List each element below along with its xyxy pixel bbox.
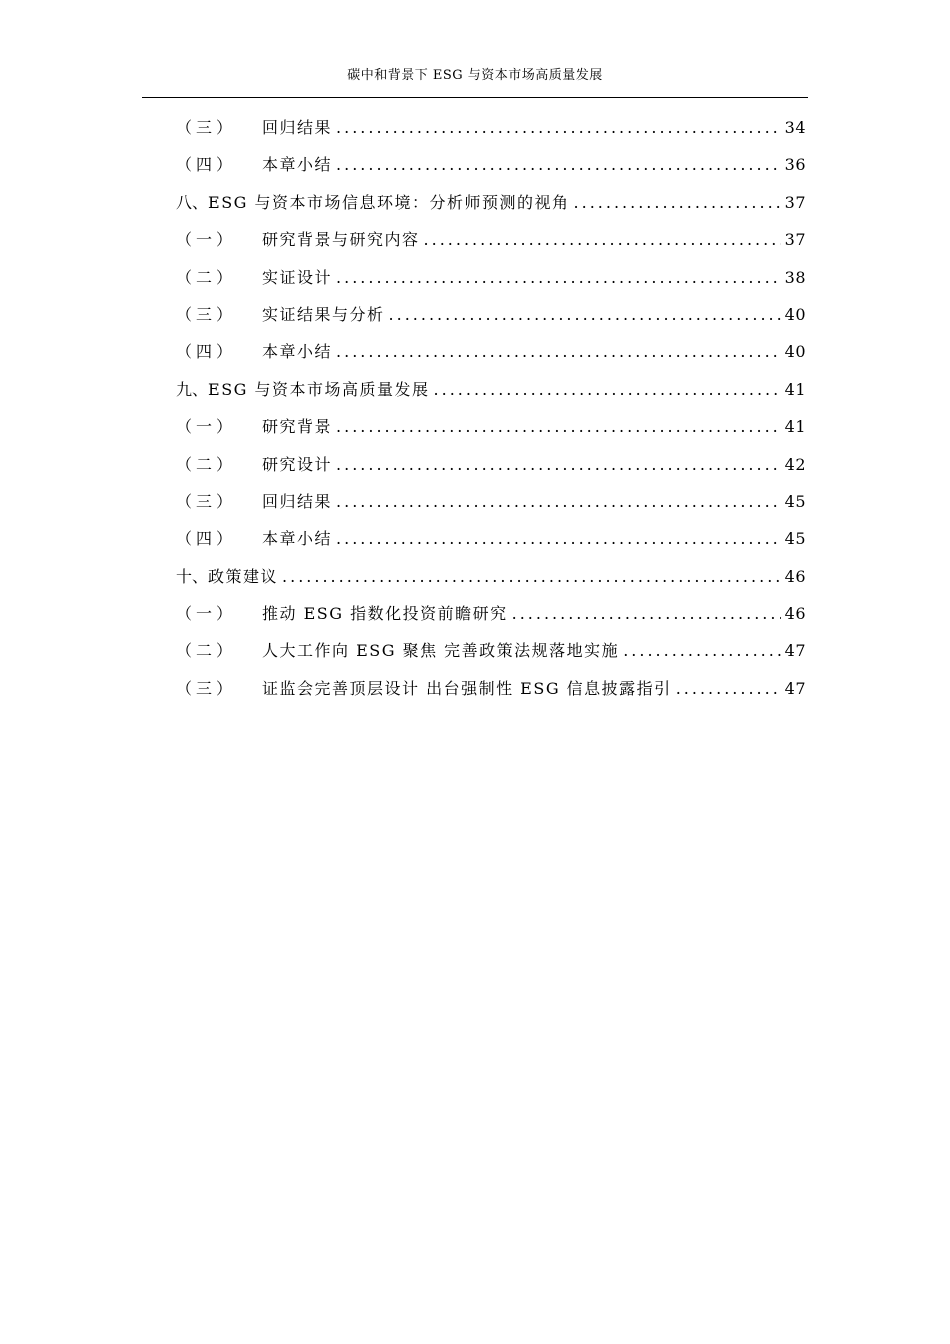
toc-entry-page: 47 — [784, 641, 806, 661]
toc-entry-page: 38 — [784, 267, 806, 287]
toc-entry-title: 本章小结 — [262, 529, 333, 549]
toc-entry-page: 42 — [784, 454, 806, 474]
toc-entry-page: 46 — [784, 566, 806, 586]
toc-entry-page: 37 — [784, 192, 806, 212]
toc-dot-leader — [336, 109, 781, 146]
toc-entry-number: （四） — [176, 529, 237, 549]
toc-entry-page: 41 — [784, 379, 806, 399]
toc-entry-page: 41 — [784, 417, 806, 437]
page-header-title: 碳中和背景下 ESG 与资本市场高质量发展 — [347, 68, 603, 83]
toc-entry-title: 证监会完善顶层设计 出台强制性 ESG 信息披露指引 — [262, 678, 672, 698]
toc-entry-number: （四） — [176, 342, 237, 362]
toc-entry[interactable] — [176, 221, 806, 258]
toc-entry-title: 人大工作向 ESG 聚焦 完善政策法规落地实施 — [262, 641, 620, 661]
toc-dot-leader — [336, 408, 781, 445]
toc-entry-page: 45 — [784, 491, 806, 511]
toc-chapter-entry[interactable] — [176, 184, 806, 221]
toc-entry-title: 回归结果 — [262, 118, 333, 137]
toc-dot-leader — [574, 184, 781, 221]
toc-entry-title: ESG 与资本市场高质量发展 — [208, 379, 430, 399]
toc-entry-title: 实证结果与分析 — [262, 304, 385, 324]
header-divider — [142, 97, 808, 98]
toc-entry-number: （一） — [176, 604, 237, 624]
toc-entry-number: （二） — [176, 641, 237, 661]
toc-entry-page: 40 — [784, 342, 806, 362]
toc-entry[interactable] — [176, 146, 806, 183]
toc-entry[interactable] — [176, 408, 806, 445]
toc-entry[interactable] — [176, 670, 806, 707]
toc-entry-page: 47 — [784, 678, 806, 698]
toc-entry-page: 34 — [784, 118, 806, 137]
toc-entry-number: （三） — [176, 304, 237, 324]
toc-entry-title: 实证设计 — [262, 267, 333, 287]
toc-entry[interactable] — [176, 109, 806, 146]
toc-dot-leader — [336, 333, 781, 370]
toc-entry[interactable] — [176, 446, 806, 483]
toc-entry[interactable] — [176, 595, 806, 632]
toc-entry-page: 40 — [784, 304, 806, 324]
toc-dot-leader — [336, 520, 781, 557]
toc-entry-title: 研究背景与研究内容 — [262, 230, 420, 250]
toc-entry-number: （三） — [176, 491, 237, 511]
toc-entry-number: 八、 — [176, 192, 209, 212]
toc-dot-leader — [623, 632, 781, 669]
toc-entry-page: 37 — [784, 230, 806, 250]
toc-dot-leader — [336, 483, 781, 520]
toc-entry-number: （四） — [176, 155, 237, 175]
toc-entry-title: 政策建议 — [208, 566, 279, 586]
toc-dot-leader — [336, 446, 781, 483]
toc-dot-leader — [676, 670, 781, 707]
toc-entry[interactable] — [176, 296, 806, 333]
toc-entry-page: 36 — [784, 155, 806, 175]
toc-dot-leader — [336, 259, 781, 296]
toc-entry[interactable] — [176, 632, 806, 669]
toc-entry-number: （二） — [176, 267, 237, 287]
toc-entry-number: （三） — [176, 678, 237, 698]
toc-entry-title: 研究设计 — [262, 454, 333, 474]
toc-dot-leader — [389, 296, 781, 333]
toc-chapter-entry[interactable] — [176, 558, 806, 595]
toc-entry-title: 本章小结 — [262, 155, 333, 175]
toc-entry-title: ESG 与资本市场信息环境：分析师预测的视角 — [208, 192, 570, 212]
toc-entry-number: （三） — [176, 118, 237, 137]
toc-dot-leader — [336, 146, 781, 183]
toc-entry-number: 九、 — [176, 379, 209, 399]
toc-dot-leader — [282, 558, 781, 595]
toc-dot-leader — [424, 221, 781, 258]
toc-entry[interactable] — [176, 483, 806, 520]
toc-entry-title: 回归结果 — [262, 491, 333, 511]
toc-entry-title: 研究背景 — [262, 417, 333, 437]
toc-entry-title: 本章小结 — [262, 342, 333, 362]
toc-entry-number: （二） — [176, 454, 237, 474]
toc-dot-leader — [434, 371, 781, 408]
toc-entry-page: 46 — [784, 604, 806, 624]
toc-entry[interactable] — [176, 520, 806, 557]
toc-dot-leader — [512, 595, 781, 632]
toc-chapter-entry[interactable] — [176, 371, 806, 408]
toc-entry-page: 45 — [784, 529, 806, 549]
toc-entry-number: （一） — [176, 417, 237, 437]
toc-entry-number: 十、 — [176, 566, 209, 586]
table-of-contents — [176, 109, 806, 707]
toc-entry-number: （一） — [176, 230, 237, 250]
toc-entry[interactable] — [176, 333, 806, 370]
toc-entry[interactable] — [176, 259, 806, 296]
toc-entry-title: 推动 ESG 指数化投资前瞻研究 — [262, 604, 508, 624]
